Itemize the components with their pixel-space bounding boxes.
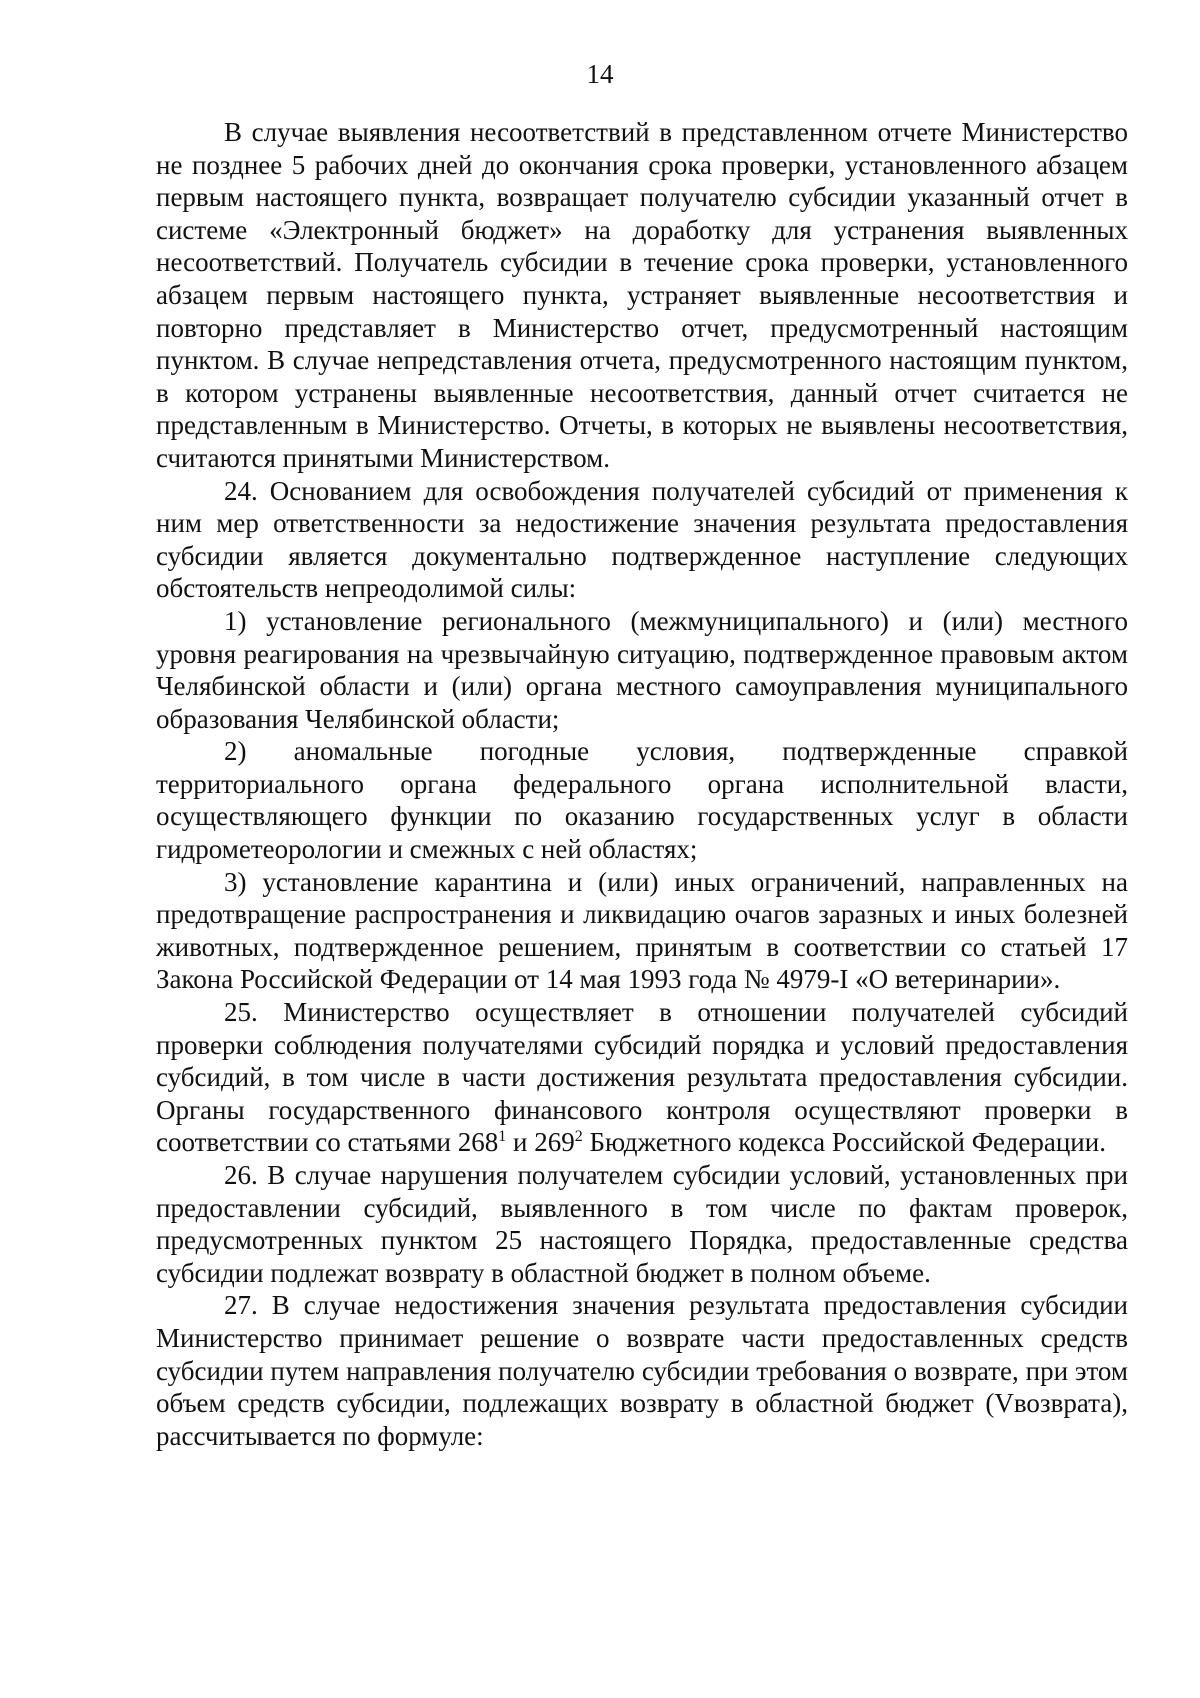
page-number: 14 — [586, 59, 614, 89]
document-body — [156, 116, 1128, 1452]
paragraph-25-text-mid: и 269 — [506, 1127, 575, 1158]
paragraph-27: 27. В случае недостижения значения результата предоставления субсидии Министерство принимает решение о возврате части предоставленных средств субсидии путем направления получателю субсидии требования о возврате, при этом объем средств субсидии, подлежащих возврату в областной бюджет (Vвозврата), рассчитывается по формуле: — [156, 1290, 1128, 1451]
superscript-2: 2 — [574, 1128, 583, 1146]
paragraph-25-text-after: Бюджетного кодекса Российской Федерации. — [582, 1127, 1106, 1158]
paragraph-24-item-1: 1) установление регионального (межмуниципального) и (или) местного уровня реагирования на чрезвычайную ситуацию, подтвержденное правовым актом Челябинской области и (или) органа местного самоуправления муниципального образования Челябинской области; — [156, 605, 1128, 734]
paragraph-report-discrepancies: В случае выявления несоответствий в представленном отчете Министерство не позднее 5 рабочих дней до окончания срока проверки, установленного абзацем первым настоящего пункта, возвращает получателю субсидии указанный отчет в системе «Электронный бюджет» на доработку для устранения выявленных несоответствий. Получатель субсидии в течение срока проверки, установленного абзацем первым настоящего пункта, устраняет выявленные несоответствия и повторно представляет в Министерство отчет, предусмотренный настоящим пунктом. В случае непредставления отчета, предусмотренного настоящим пунктом, в котором устранены выявленные несоответствия, данный отчет считается не представленным в Министерство. Отчеты, в которых не выявлены несоответствия, считаются принятыми Министерством. — [156, 117, 1128, 473]
paragraph-24: 24. Основанием для освобождения получателей субсидий от применения к ним мер ответственности за недостижение значения результата предоставления субсидии является документально подтвержденное наступление следующих обстоятельств непреодолимой силы: — [156, 475, 1128, 604]
paragraph-24-item-2: 2) аномальные погодные условия, подтвержденные справкой территориального органа федерального органа исполнительной власти, осуществляющего функции по оказанию государственных услуг в области гидрометеорологии и смежных с ней областях; — [156, 736, 1128, 865]
paragraph-26: 26. В случае нарушения получателем субсидии условий, установленных при предоставлении субсидий, выявленного в том числе по фактам проверок, предусмотренных пунктом 25 настоящего Порядка, предоставленные средства субсидии подлежат возврату в областной бюджет в полном объеме. — [156, 1160, 1128, 1288]
paragraph-25-text-before: 25. Министерство осуществляет в отношении получателей субсидий проверки соблюдения получателями субсидий порядка и условий предоставления субсидий, в том числе в части достижения результата предоставления субсидии. Органы государственного финансового контроля осуществляют проверки в соответствии со статьями 268 — [156, 997, 1128, 1158]
paragraph-24-item-3: 3) установление карантина и (или) иных ограничений, направленных на предотвращение распространения и ликвидацию очагов заразных и иных болезней животных, подтвержденное решением, принятым в соответствии со статьей 17 Закона Российской Федерации от 14 мая 1993 года № 4979-I «О ветеринарии». — [156, 866, 1128, 995]
superscript-1: 1 — [498, 1128, 507, 1146]
paragraph-25 — [156, 996, 1128, 1159]
